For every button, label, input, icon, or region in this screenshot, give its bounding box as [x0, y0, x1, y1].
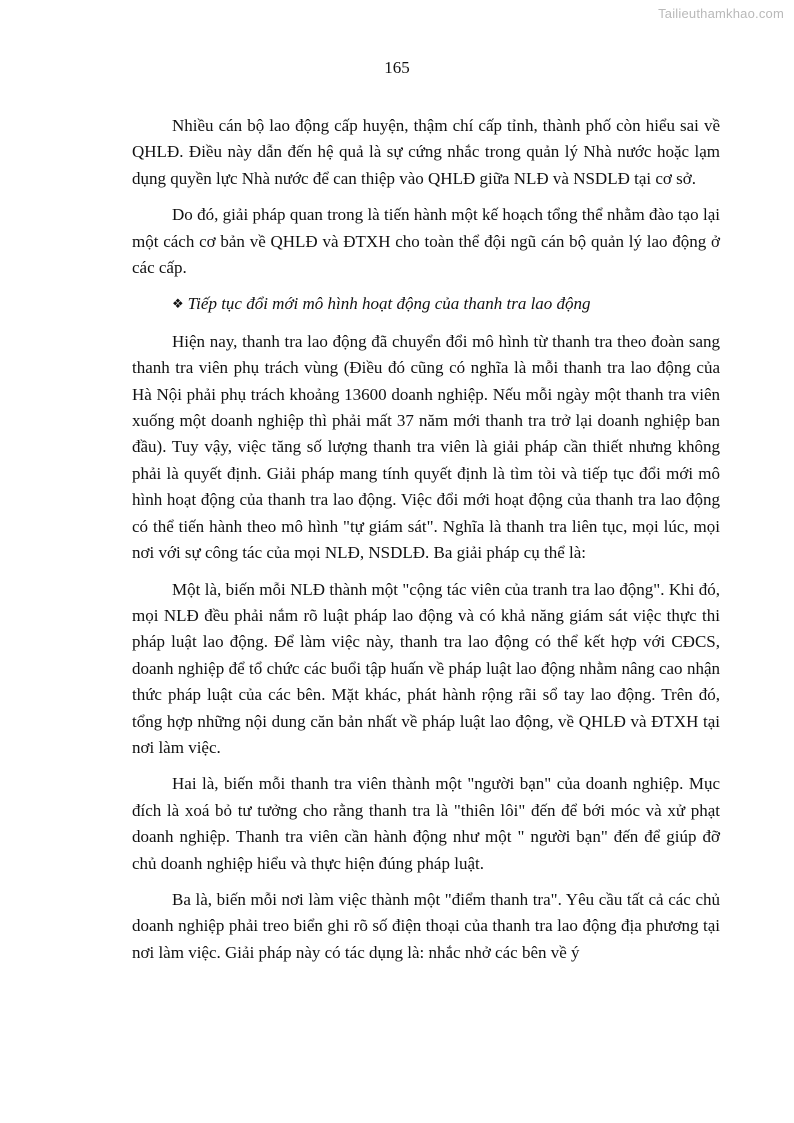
page-body [132, 113, 720, 976]
body-paragraph: Do đó, giải pháp quan trong là tiến hành một kế hoạch tổng thể nhằm đào tạo lại một cách cơ bản về QHLĐ và ĐTXH cho toàn thể đội ngũ cán bộ quản lý lao động ở các cấp. [132, 205, 720, 278]
page-number: 165 [384, 58, 410, 77]
body-paragraph: Hiện nay, thanh tra lao động đã chuyển đổi mô hình từ thanh tra theo đoàn sang thanh tra viên phụ trách vùng (Điều đó cũng có nghĩa là mỗi thanh tra lao động của Hà Nội phải phụ trách khoảng 13600 doanh nghiệp. Nếu mỗi ngày một thanh tra viên xuống một doanh nghiệp thì phải mất 37 năm mới thanh tra trở lại doanh nghiệp ban đầu). Tuy vậy, việc tăng số lượng thanh tra viên là giải pháp cần thiết nhưng không phải là quyết định. Giải pháp mang tính quyết định là tìm tòi và tiếp tục đổi mới mô hình hoạt động của thanh tra lao động. Việc đổi mới hoạt động của thanh tra lao động có thể tiến hành theo mô hình "tự giám sát". Nghĩa là thanh tra liên tục, mọi lúc, mọi nơi với sự công tác của mọi NLĐ, NSDLĐ. Ba giải pháp cụ thể là: [132, 331, 720, 563]
body-paragraph: Hai là, biến mỗi thanh tra viên thành một "người bạn" của doanh nghiệp. Mục đích là xoá bỏ tư tưởng cho rằng thanh tra là "thiên lôi" đến để bới móc và xử phạt doanh nghiệp. Thanh tra viên cần hành động như một " người bạn" đến để giúp đỡ chủ doanh nghiệp hiểu và thực hiện đúng pháp luật. [132, 774, 720, 873]
body-paragraph: Một là, biến mỗi NLĐ thành một "cộng tác viên của tranh tra lao động". Khi đó, mọi NLĐ đều phải nắm rõ luật pháp lao động và có khả năng giám sát việc thực thi pháp luật lao động. Để làm việc này, thanh tra lao động có thể kết hợp với CĐCS, doanh nghiệp để tổ chức các buổi tập huấn về pháp luật lao động nhằm nâng cao nhận thức pháp luật của các bên. Mặt khác, phát hành rộng rãi sổ tay lao động. Trên đó, tổng hợp những nội dung căn bản nhất về pháp luật lao động, về QHLĐ và ĐTXH tại nơi làm việc. [132, 579, 720, 757]
body-paragraph: Nhiều cán bộ lao động cấp huyện, thậm chí cấp tỉnh, thành phố còn hiểu sai về QHLĐ. Điều này dẫn đến hệ quả là sự cứng nhắc trong quản lý Nhà nước hoặc lạm dụng quyền lực Nhà nước để can thiệp vào QHLĐ giữa NLĐ và NSDLĐ tại cơ sở. [132, 116, 720, 188]
diamond-bullet-icon: ❖ [172, 296, 184, 312]
watermark: Tailieuthamkhao.com [658, 6, 784, 21]
section-heading [132, 291, 720, 318]
section-heading-text: Tiếp tục đổi mới mô hình hoạt động của thanh tra lao động [187, 294, 591, 314]
body-paragraph: Ba là, biến mỗi nơi làm việc thành một "điểm thanh tra". Yêu cầu tất cả các chủ doanh nghiệp phải treo biển ghi rõ số điện thoại của thanh tra lao động địa phương tại nơi làm việc. Giải pháp này có tác dụng là: nhắc nhở các bên về ý [132, 889, 720, 962]
